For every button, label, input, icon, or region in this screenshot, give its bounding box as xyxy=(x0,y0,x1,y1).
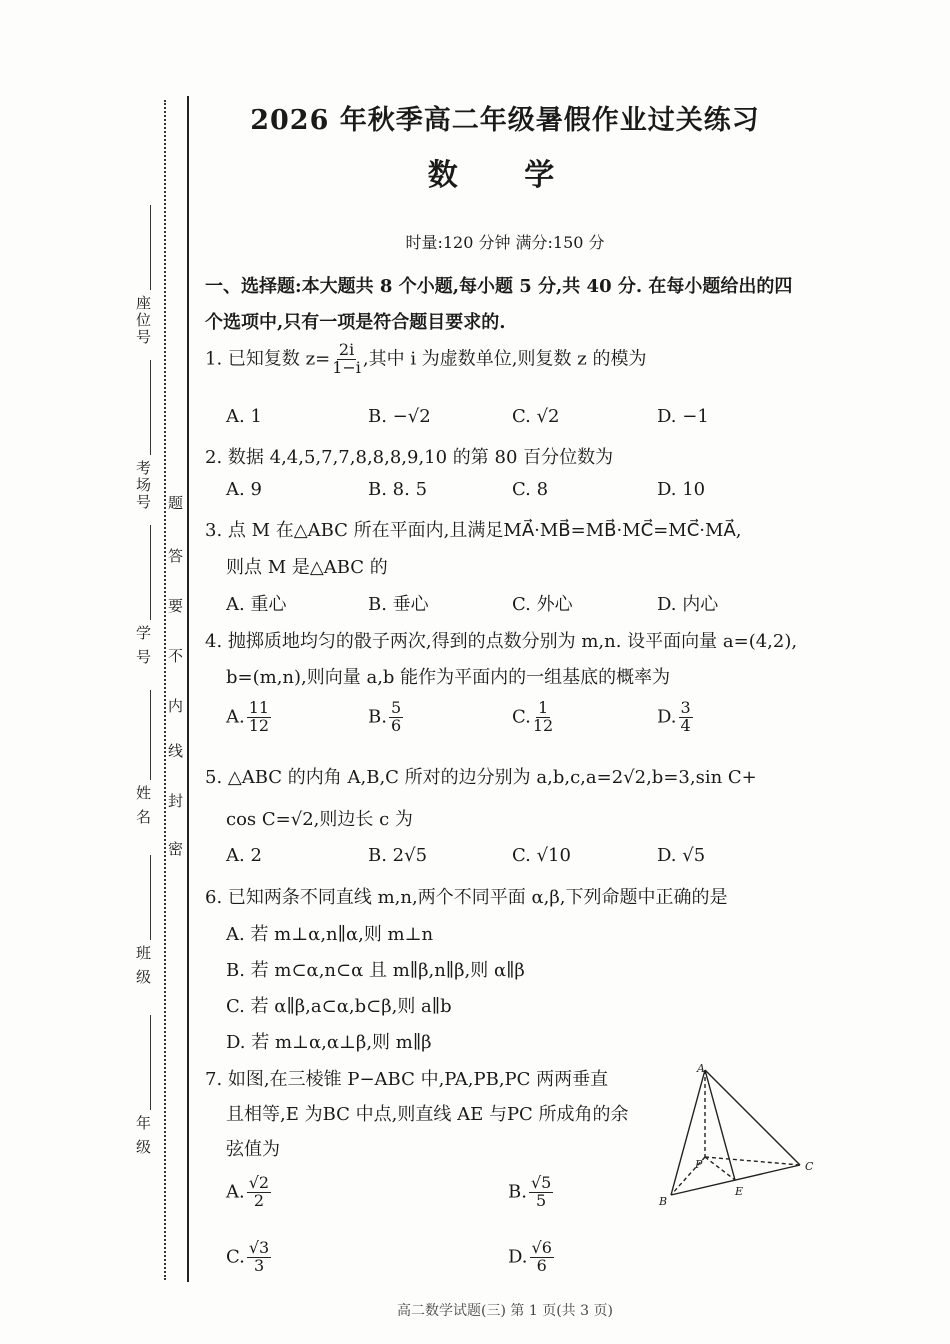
question-4-option-a[interactable]: A. $\frac{11}{12}$ xyxy=(226,698,270,735)
edge-pc xyxy=(705,1157,800,1165)
section-heading-cont: 个选项中,只有一项是符合题目要求的. xyxy=(205,312,506,333)
question-1-option-b[interactable]: B. −√2 xyxy=(368,406,431,427)
fraction: $\frac{3}{4}$ xyxy=(680,698,691,735)
question-5-stem-cont: cos C=√2,则边长 c 为 xyxy=(226,809,413,830)
question-4-option-b[interactable]: B. $\frac{5}{6}$ xyxy=(368,698,402,735)
question-5-stem: 5. △ABC 的内角 A,B,C 所对的边分别为 a,b,c,a=2√2,b=3,sin C+ xyxy=(205,767,757,788)
question-1-option-c[interactable]: C. √2 xyxy=(512,406,560,427)
question-5-option-b[interactable]: B. 2√5 xyxy=(368,845,428,866)
question-3-option-b[interactable]: B. 垂心 xyxy=(368,594,429,615)
question-5-option-a[interactable]: A. 2 xyxy=(226,845,262,866)
question-4-stem-cont: b=(m,n),则向量 a,b 能作为平面内的一组基底的概率为 xyxy=(226,667,671,688)
question-6-option-d[interactable]: D. 若 m⊥α,α⊥β,则 m∥β xyxy=(226,1032,432,1053)
question-7-option-d[interactable]: D. $\frac{√6}{6}$ xyxy=(508,1238,552,1275)
fraction: $\frac{5}{6}$ xyxy=(390,698,402,735)
fraction: $\frac{√3}{3}$ xyxy=(248,1238,270,1275)
name-line xyxy=(150,690,151,780)
seal-char: 封 xyxy=(168,792,184,810)
page-footer: 高二数学试题(三) 第 1 页(共 3 页) xyxy=(397,1303,613,1319)
question-6-option-c[interactable]: C. 若 α∥β,a⊂α,b⊂β,则 a∥b xyxy=(226,996,452,1017)
exam-room-label: 考场号 xyxy=(134,460,152,511)
question-7-stem-cont: 且相等,E 为BC 中点,则直线 AE 与PC 所成角的余 xyxy=(226,1104,629,1125)
question-3-option-c[interactable]: C. 外心 xyxy=(512,594,573,615)
question-2-stem: 2. 数据 4,4,5,7,7,8,8,8,9,10 的第 80 百分位数为 xyxy=(205,447,614,468)
fraction: $\frac{√5}{5}$ xyxy=(530,1173,552,1210)
question-2-option-a[interactable]: A. 9 xyxy=(226,479,262,500)
edge-ae xyxy=(705,1070,735,1180)
question-1-option-d[interactable]: D. −1 xyxy=(657,406,709,427)
seal-char: 答 xyxy=(168,547,184,565)
question-7-option-a[interactable]: A. $\frac{√2}{2}$ xyxy=(226,1173,270,1210)
question-4-stem: 4. 抛掷质地均匀的骰子两次,得到的点数分别为 m,n. 设平面向量 a=(4,2), xyxy=(205,631,798,652)
pyramid-figure xyxy=(655,1060,825,1210)
question-4-option-c[interactable]: C. $\frac{1}{12}$ xyxy=(512,698,554,735)
question-7-option-c[interactable]: C. $\frac{√3}{3}$ xyxy=(226,1238,270,1275)
student-id-label: 学 号 xyxy=(134,625,152,666)
seal-char: 线 xyxy=(168,742,184,760)
question-2-option-b[interactable]: B. 8. 5 xyxy=(368,479,428,500)
fraction: $\frac{√2}{2}$ xyxy=(248,1173,270,1210)
grade-label: 年 级 xyxy=(134,1115,152,1156)
exam-room-line xyxy=(150,360,151,455)
seat-number-label: 座位号 xyxy=(134,295,152,346)
page-title: 2026 年秋季高二年级暑假作业过关练习 xyxy=(250,105,760,136)
fraction: $\frac{2i}{1-i}$ xyxy=(332,340,361,377)
seal-char: 内 xyxy=(168,697,184,715)
seal-char: 题 xyxy=(168,494,184,512)
question-1-stem: 1. 已知复数 z= $\frac{2i}{1-i}$ ,其中 i 为虚数单位,则复数 z 的模为 xyxy=(205,340,647,377)
question-7-stem: 7. 如图,在三棱锥 P−ABC 中,PA,PB,PC 两两垂直 xyxy=(205,1069,609,1090)
edge-ab xyxy=(671,1070,705,1195)
vertex-label-b: B xyxy=(659,1195,668,1208)
question-4-option-d[interactable]: D. $\frac{3}{4}$ xyxy=(657,698,691,735)
question-6-stem: 6. 已知两条不同直线 m,n,两个不同平面 α,β,下列命题中正确的是 xyxy=(205,887,728,908)
question-3-option-d[interactable]: D. 内心 xyxy=(657,594,719,615)
question-2-option-c[interactable]: C. 8 xyxy=(512,479,549,500)
question-1-option-a[interactable]: A. 1 xyxy=(226,406,262,427)
question-7-option-b[interactable]: B. $\frac{√5}{5}$ xyxy=(508,1173,552,1210)
grade-line xyxy=(150,1015,151,1110)
fraction: $\frac{√6}{6}$ xyxy=(531,1238,552,1275)
question-6-option-b[interactable]: B. 若 m⊂α,n⊂α 且 m∥β,n∥β,则 α∥β xyxy=(226,960,525,981)
subject-title: 数 学 xyxy=(427,158,583,193)
class-label: 班 级 xyxy=(134,945,152,986)
seal-char: 要 xyxy=(168,597,184,615)
vertex-label-a: A xyxy=(697,1062,705,1075)
margin-solid-line xyxy=(187,96,189,1282)
fraction: $\frac{1}{12}$ xyxy=(532,698,554,735)
name-label: 姓 名 xyxy=(134,785,152,826)
seal-char: 不 xyxy=(168,647,184,665)
question-5-option-d[interactable]: D. √5 xyxy=(657,845,706,866)
vertex-label-c: C xyxy=(805,1160,814,1173)
question-3-option-a[interactable]: A. 重心 xyxy=(226,594,287,615)
seal-char: 密 xyxy=(168,840,184,858)
fraction: $\frac{11}{12}$ xyxy=(248,698,270,735)
edge-pe xyxy=(705,1157,735,1180)
class-line xyxy=(150,855,151,940)
margin-dotted-line xyxy=(164,100,166,1280)
vertex-label-e: E xyxy=(735,1185,744,1198)
edge-ac xyxy=(705,1070,800,1165)
section-heading: 一、选择题:本大题共 8 个小题,每小题 5 分,共 40 分. 在每小题给出的四 xyxy=(205,276,793,297)
question-2-option-d[interactable]: D. 10 xyxy=(657,479,706,500)
vertex-label-p: P xyxy=(695,1158,703,1171)
question-3-stem-cont: 则点 M 是△ABC 的 xyxy=(226,557,388,578)
student-id-line xyxy=(150,525,151,620)
question-3-stem: 3. 点 M 在△ABC 所在平面内,且满足MA⃗·MB⃗=MB⃗·MC⃗=MC⃗·MA⃗, xyxy=(205,520,742,541)
question-7-stem-cont: 弦值为 xyxy=(226,1139,280,1160)
time-info: 时量:120 分钟 满分:150 分 xyxy=(405,233,605,252)
question-5-option-c[interactable]: C. √10 xyxy=(512,845,571,866)
question-6-option-a[interactable]: A. 若 m⊥α,n∥α,则 m⊥n xyxy=(226,924,434,945)
